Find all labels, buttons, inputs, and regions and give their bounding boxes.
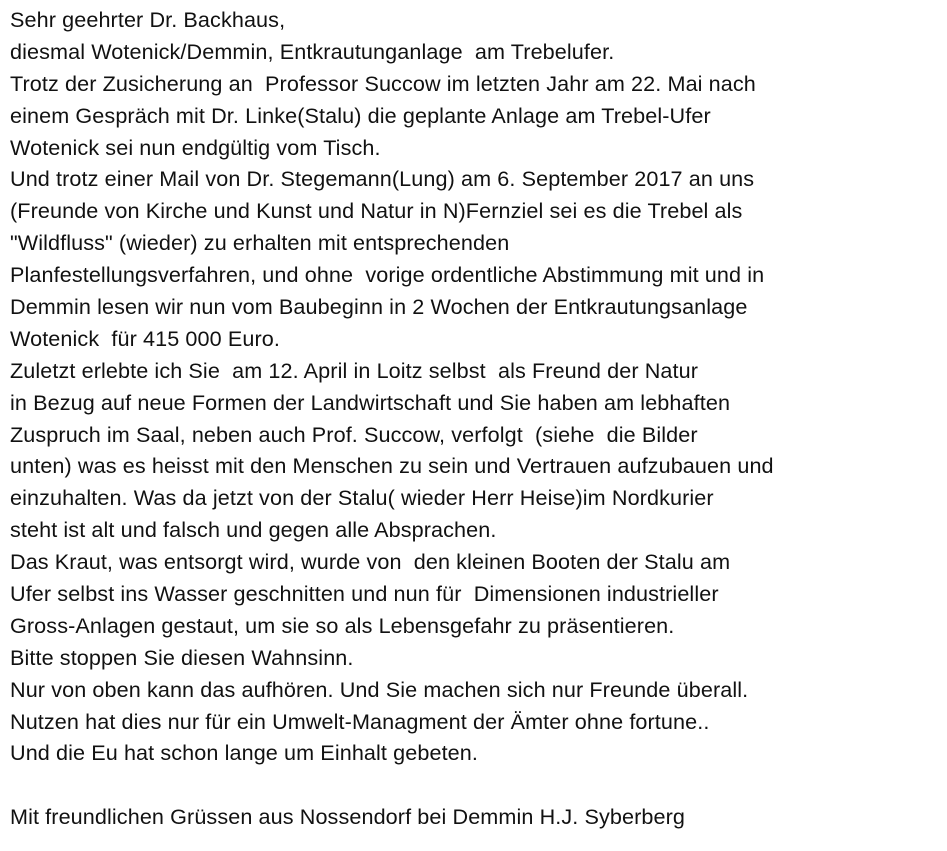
letter-line: unten) was es heisst mit den Menschen zu sein und Vertrauen aufzubauen und bbox=[10, 453, 774, 479]
letter-line: "Wildfluss" (wieder) zu erhalten mit entsprechenden bbox=[10, 230, 510, 256]
letter-line: Wotenick sei nun endgültig vom Tisch. bbox=[10, 134, 381, 160]
letter-line: Bitte stoppen Sie diesen Wahnsinn. bbox=[10, 644, 354, 670]
letter-line: Zuletzt erlebte ich Sie am 12. April in Loitz selbst als Freund der Natur bbox=[10, 357, 699, 383]
letter-line: Zuspruch im Saal, neben auch Prof. Succow, verfolgt (siehe die Bilder bbox=[10, 421, 698, 447]
letter-line: Und trotz einer Mail von Dr. Stegemann(Lung) am 6. September 2017 an uns bbox=[10, 166, 755, 192]
letter-line: Das Kraut, was entsorgt wird, wurde von den kleinen Booten der Stalu am bbox=[10, 549, 731, 575]
letter-line: Trotz der Zusicherung an Professor Succow im letzten Jahr am 22. Mai nach bbox=[10, 70, 756, 96]
letter-line: Gross-Anlagen gestaut, um sie so als Lebensgefahr zu präsentieren. bbox=[10, 612, 675, 638]
letter-line: (Freunde von Kirche und Kunst und Natur in N)Fernziel sei es die Trebel als bbox=[10, 198, 743, 224]
letter-closing-signature: Mit freundlichen Grüssen aus Nossendorf bei Demmin H.J. Syberberg bbox=[10, 804, 685, 830]
letter-line: einzuhalten. Was da jetzt von der Stalu( wieder Herr Heise)im Nordkurier bbox=[10, 485, 714, 511]
letter-line: Ufer selbst ins Wasser geschnitten und nun für Dimensionen industrieller bbox=[10, 581, 719, 607]
letter-line: in Bezug auf neue Formen der Landwirtschaft und Sie haben am lebhaften bbox=[10, 389, 731, 415]
letter-line: diesmal Wotenick/Demmin, Entkrautunganlage am Trebelufer. bbox=[10, 38, 615, 64]
letter-line: Wotenick für 415 000 Euro. bbox=[10, 325, 280, 351]
paragraph-gap bbox=[10, 769, 940, 801]
letter-line: Nur von oben kann das aufhören. Und Sie machen sich nur Freunde überall. bbox=[10, 676, 749, 702]
letter-line: Und die Eu hat schon lange um Einhalt gebeten. bbox=[10, 740, 478, 766]
letter-salutation: Sehr geehrter Dr. Backhaus, bbox=[10, 7, 286, 32]
letter-line: Nutzen hat dies nur für ein Umwelt-Managment der Ämter ohne fortune.. bbox=[10, 708, 710, 734]
letter-line: Demmin lesen wir nun vom Baubeginn in 2 Wochen der Entkrautungsanlage bbox=[10, 294, 748, 320]
letter-line: einem Gespräch mit Dr. Linke(Stalu) die geplante Anlage am Trebel-Ufer bbox=[10, 102, 711, 128]
letter-body bbox=[10, 4, 940, 833]
letter-line: Planfestellungsverfahren, und ohne vorige ordentliche Abstimmung mit und in bbox=[10, 262, 765, 288]
letter-line: steht ist alt und falsch und gegen alle Absprachen. bbox=[10, 517, 497, 543]
